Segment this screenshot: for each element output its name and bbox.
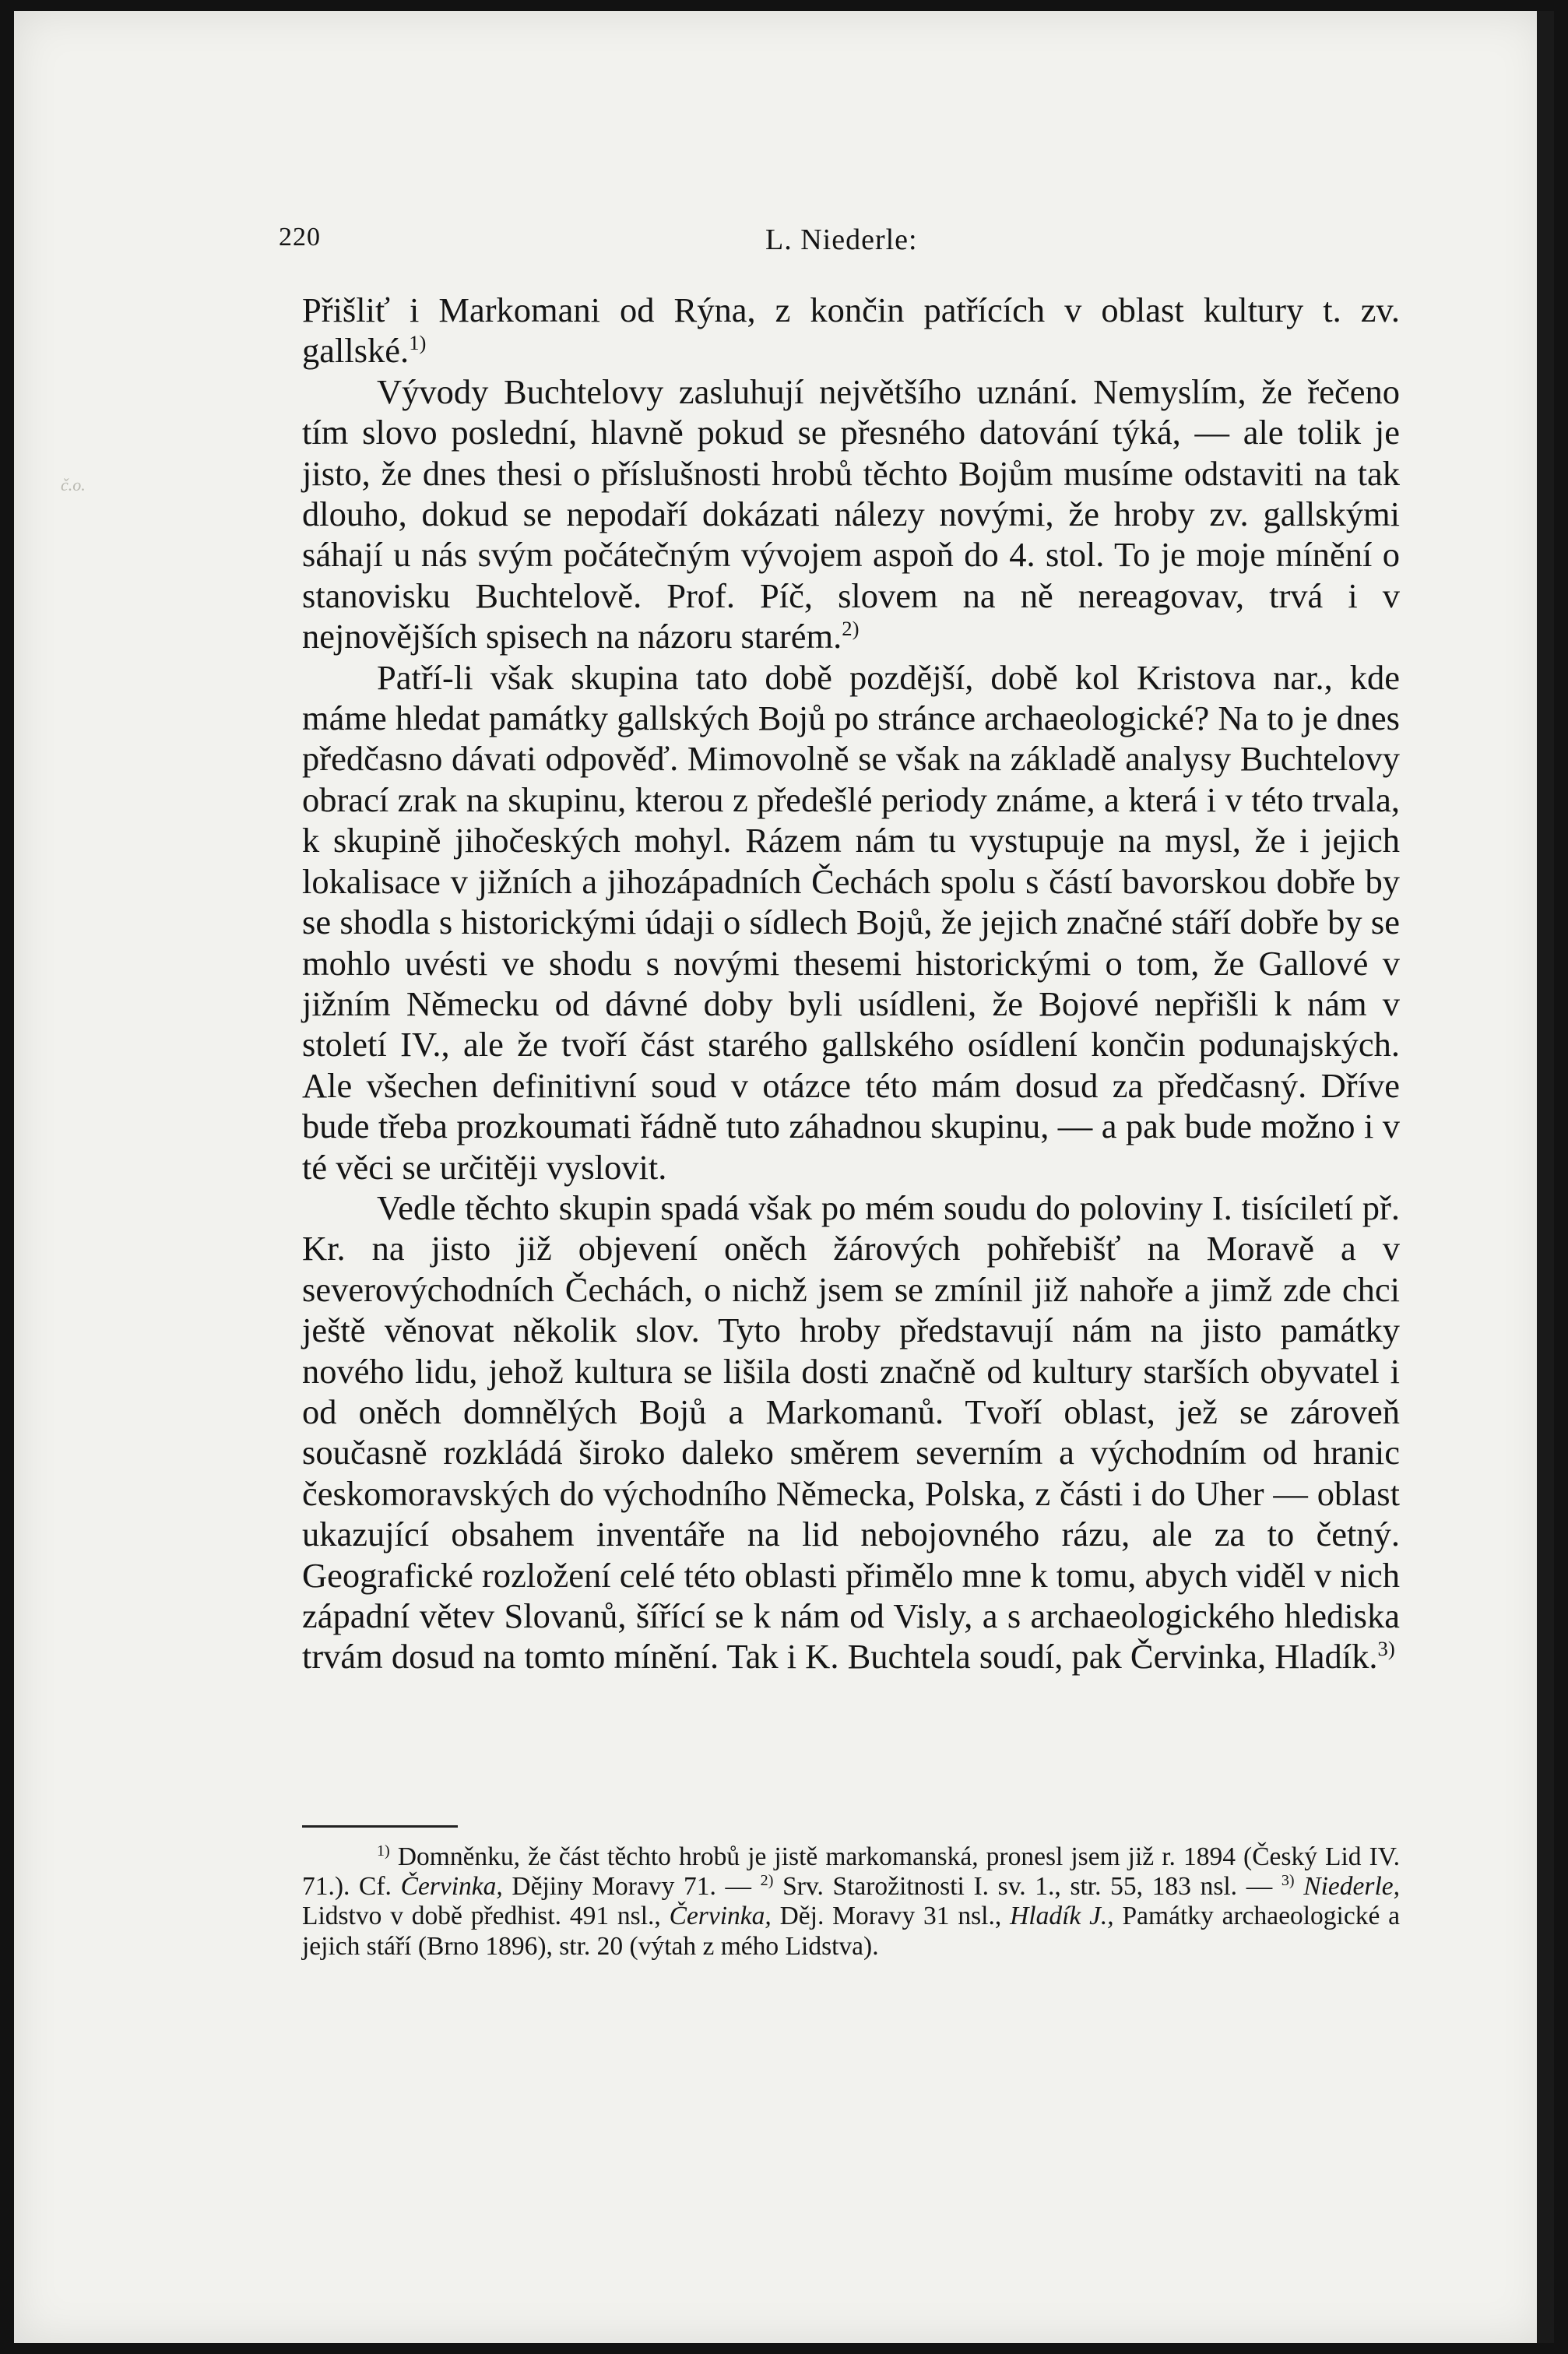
footnote-ref: 3)	[1377, 1637, 1395, 1661]
footnotes	[302, 1842, 1400, 1962]
paragraph: Patří-li však skupina tato době pozdější, době kol Kristova nar., kde máme hledat památky gallských Bojů po stránce archaeologické? Na to je dnes předčasno dávati odpověď. Mimovolně se však na základě analysy Buchtelovy obrací zrak na skupinu, kterou z předešlé periody známe, a která i v této trvala, k skupině jihočeských mohyl. Rázem nám tu vystupuje na mysl, že i jejich lokalisace v jižních a jihozápadních Čechách spolu s částí bavorskou dobře by se shodla s historickými údaji o sídlech Bojů, že jejich značné stáří dobře by se mohlo uvésti ve shodu s novými thesemi historickými o tom, že Gallové v jižním Německu od dávné doby byli usídleni, že Bojové nepřišli k nám v století IV., ale že tvoří část starého gallského osídlení končin podunajských. Ale všechen definitivní soud v otázce této mám dosud za předčasný. Dříve bude třeba prozkoumati řádně tuto záhadnou skupinu, — a pak bude možno i v té věci se určitěji vyslovit.	[302, 657, 1400, 1187]
pencil-margin-note: č.o.	[61, 475, 86, 494]
footnote-ref: 2)	[842, 617, 860, 641]
main-text	[302, 290, 1400, 1677]
paragraph: Přišliť i Markomani od Rýna, z končin patřících v oblast kultury t. zv. gallské.$^{1)}$	[302, 290, 1400, 371]
paragraph: Vedle těchto skupin spadá však po mém soudu do poloviny I. tisíciletí př. Kr. na jisto již objevení oněch žárových pohřebišť na Moravě a v severovýchodních Čechách, o nichž jsem se zmínil již nahoře a jimž zde chci ještě věnovat několik slov. Tyto hroby představují nám na jisto památky nového lidu, jehož kultura se lišila dosti značně od kultury starších obyvatel i od oněch domnělých Bojů a Markomanů. Tvoří oblast, jež se zároveň současně rozkládá široko daleko směrem severním a východním od hranic českomoravských do východního Německa, Polska, z části i do Uher — oblast ukazující obsahem inventáře na lid nebojovného rázu, ale za to četný. Geografické rozložení celé této oblasti přimělo mne k tomu, abych viděl v nich západní větev Slovanů, šířící se k nám od Visly, a s archaeologického hlediska trvám dosud na tomto mínění. Tak i K. Buchtela soudí, pak Červinka, Hladík.$^{3)}$	[302, 1188, 1400, 1677]
page-number: 220	[279, 223, 321, 252]
book-page	[14, 11, 1546, 2343]
footnote-separator	[302, 1825, 458, 1828]
footnote-text: $^{1)}$ Domněnku, že část těchto hrobů je jistě markomanská, pronesl jsem již r. 1894 (Český Lid IV. 71.). Cf. Červinka, Dějiny Moravy 71. — $^{2)}$ Srv. Starožitnosti I. sv. 1., str. 55, 183 nsl. — $^{3)}$ Niederle, Lidstvo v době předhist. 491 nsl., Červinka, Děj. Moravy 31 nsl., Hladík J., Památky archaeologické a jejich stáří (Brno 1896), str. 20 (výtah z mého Lidstva).	[302, 1842, 1401, 1961]
page-edge-shadow	[1537, 11, 1554, 2343]
footnote-ref: 1)	[409, 331, 427, 355]
paragraph: Vývody Buchtelovy zasluhují největšího uznání. Nemyslím, že řečeno tím slovo poslední, hlavně pokud se přesného datování týká, — ale tolik je jisto, že dnes thesi o příslušnosti hrobů těchto Bojům musíme odstaviti na tak dlouho, dokud se nepodaří dokázati nálezy novými, že hroby zv. gallskými sáhají u nás svým počátečným vývojem aspoň do 4. stol. To je moje mínění o stanovisku Buchtelově. Prof. Píč, slovem na ně nereagovav, trvá i v nejnovějších spisech na názoru starém.$^{2)}$	[302, 371, 1400, 656]
running-title: L. Niederle:	[765, 223, 918, 256]
page-header	[279, 223, 1400, 269]
